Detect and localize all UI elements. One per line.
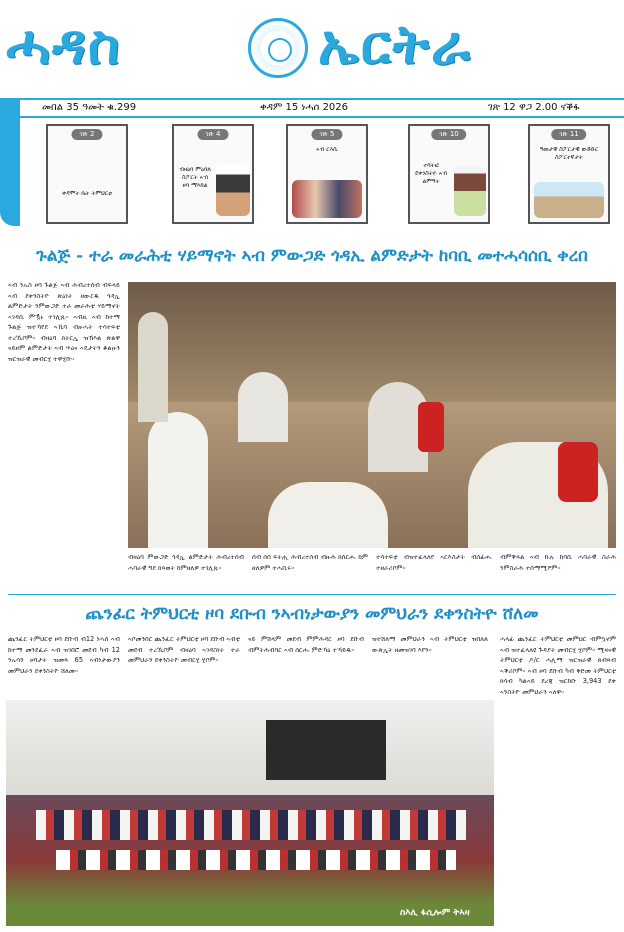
section-divider: [8, 594, 616, 595]
teaser-page-label: ገጽ 11: [551, 129, 586, 140]
teaser-box[interactable]: [46, 124, 128, 224]
teaser-page-label: ገጽ 2: [71, 129, 102, 140]
article2-photo: [6, 700, 494, 926]
teaser-strip: [28, 120, 618, 230]
issue-date: ቀዳም 15 ነሓሰ 2026: [260, 102, 349, 113]
info-bar: [0, 98, 624, 118]
teaser-text: ኣብ ርእሲ: [316, 146, 338, 153]
teaser-page-label: ገጽ 5: [311, 129, 342, 140]
article1-column: ብዛዕባ ምውጋድ ጎዳኢ ልምድታት ሕብረተሰብ ሓባራዊ ግደ ክጻወት ከምዘለዎ ተገሊጹ።: [128, 553, 244, 572]
teaser-text: ቀዳሞት ቤት ትምህርቲ: [62, 190, 112, 197]
masthead-title-left: ሓዳስ: [6, 12, 122, 76]
volume-number: መበል 35 ዓመት ቁ.299: [42, 102, 137, 113]
article1-column: ተሳተፍቲ ብዝተፈላለየ ኣርእስታት ብሰፊሑ ተዘራሪቦም።: [376, 553, 492, 572]
photo-caption: ስእሊ ፋሲሎም ትኣዛ: [400, 908, 470, 918]
page-price: ገጽ 12 ዋጋ 2.00 ናቕፋ: [488, 102, 580, 113]
article1-column: ሰብ ሰበ ፍትሒ ሕብረተሰብ ብዙሕ ክሰርሑ ከም ዘለዎም ተሓቢሩ።: [252, 553, 368, 572]
article2-column: ዝተሸለማ መምህራን ኣብ ትምህርቲ ዝበለጸ ውጽኢት ዘመዝገባ እየን።: [372, 635, 488, 654]
article1-column: ብምቕጻል ኣብ ኩሉ ከባቢ ሓባራዊ ስራሕ ንምስራሕ ተሰማሚዖም።: [500, 553, 616, 572]
article2-column: ኣቦመንበር ጨንፈር ትምህርቲ ዞባ ደቡብ ኣብቲ መደብ ተረኺቦም ብዛዕባ ኣገዳስነት ተራ መምህራን ደቀንስትዮ መብርሂ ሂቦም።: [128, 635, 240, 664]
masthead-title-right: ኤርትራ: [318, 12, 472, 76]
teaser-box[interactable]: [172, 124, 254, 224]
teaser-photo: [292, 180, 362, 218]
masthead: [0, 0, 624, 96]
teaser-page-label: ገጽ 4: [197, 129, 228, 140]
article2-column: ናይ ምሸላም መደብ ምምሕዳር ዞባ ደቡብ ብምትሕብባር ኣብ ሰርሑ ምድኻዕ ተኻይዱ።: [248, 635, 364, 654]
teaser-box[interactable]: [286, 124, 368, 224]
article2-column: ሓላፊ ጨንፈር ትምህርቲ መምህር ብምኳኖም ኣብ ዝተፈላለዩ ጉዳያት መብርሂ ሂቦም። ሚዛናዊ ትምህርቲ ዶ/ር ሓሊማ ዝርዝራዊ ጸብጻብ ኣቕሪቦም። ኣብ ዞባ ደቡብ ካብ ቅድመ ትምህርቲ ክሳብ ካልኣይ ደረጃ ዝርከቡ 3,943 ደቀ ኣንስትዮ መምህራን ኣለዋ።: [500, 635, 616, 696]
teaser-photo: [216, 164, 250, 216]
teaser-page-label: ገጽ 10: [431, 129, 466, 140]
teaser-box[interactable]: [408, 124, 490, 224]
teaser-text: ተሳትፎ ደቀንስትዮ ኣብ ልምዓት: [414, 162, 448, 185]
teaser-photo: [534, 182, 604, 218]
article1-photo: [128, 282, 616, 548]
article2-headline: ጨንፈር ትምህርቲ ዞባ ደቡብ ንኣብነታውያን መምህራን ደቀንስትዮ ሸለመ: [85, 604, 539, 624]
article2-column: ጨንፈር ትምህርቲ ዞባ ደቡብ ብ12 ነሓሰ ኣብ ከተማ መንደፈራ ኣብ ዝገበሮ መደብ ካብ 12 ንኡሳን ዞባታት ዝመጻ 65 ኣብነታውያን መምህራን ደቀንስትዮ ሸለመ።: [8, 635, 120, 675]
teaser-photo: [454, 166, 486, 216]
emblem-icon: [248, 18, 308, 78]
teaser-text: ዓመታዊ ስፖርታዊ ውድድር ስፖርተኛታት: [539, 146, 599, 161]
teaser-text: ብዛዕባ ምዕባለ ስፖርት ኣብ ዞባ ማእከል: [179, 166, 211, 189]
teaser-box[interactable]: [528, 124, 610, 224]
article1-headline: ጉልጅ - ተራ መራሕቲ ሃይማኖት ኣብ ምውጋድ ጎዳኢ ልምድታት ከባቢ መተሓሳሰቢ ቀረበ: [36, 246, 588, 266]
article1-column: ኣብ ንኡስ ዞባ ጉልጅ ኣብ ሕብረተሰብ ብፍላይ ኣብ ደቀንስትዮ ጽዕነት ዘውርዱ ጎዳኢ ልምድታት ንምውጋድ ተራ መራሕቲ ሃይማኖት ኣገዳሲ ምዃኑ ተገሊጹ። ኣብዚ ኣብ ከተማ ጉልጅ ዝተኻየደ ኣኼባ ብዙሓት ተሳተፍቲ ተረኺቦም። ብዛዕባ ክትርኢ ዝኽእል ጽልዋ ናይዞም ልምድታት ኣብ ጥዕና ኣዴታትን ቆልዑን ዝርዝራዊ መብርሂ ተዋሂቡ።: [8, 281, 120, 363]
